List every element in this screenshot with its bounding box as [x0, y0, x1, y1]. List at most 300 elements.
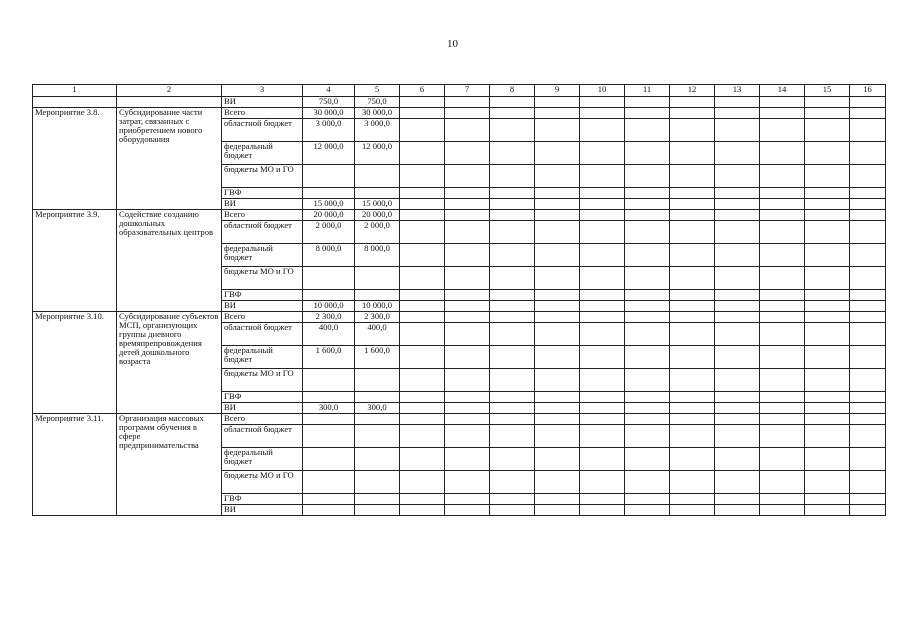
empty-cell-col-15: [805, 142, 850, 165]
empty-cell-col-12: [670, 165, 715, 188]
empty-cell-col-9: [535, 97, 580, 108]
empty-cell-col-6: [400, 505, 445, 516]
empty-cell-col-8: [490, 290, 535, 301]
funding-source-cell: областной бюджет: [222, 119, 303, 142]
column-number-8: 8: [490, 85, 535, 97]
empty-cell-col-14: [760, 199, 805, 210]
value-col-5: 1 600,0: [355, 346, 400, 369]
empty-cell-col-13: [715, 142, 760, 165]
empty-cell-col-8: [490, 369, 535, 392]
empty-cell-col-10: [580, 165, 625, 188]
empty-cell-col-8: [490, 119, 535, 142]
value-col-5: [355, 290, 400, 301]
table-row: [33, 97, 886, 108]
empty-cell-col-13: [715, 244, 760, 267]
empty-cell-col-6: [400, 425, 445, 448]
empty-cell-col-10: [580, 505, 625, 516]
funding-source-cell: бюджеты МО и ГО: [222, 471, 303, 494]
empty-cell-col-10: [580, 188, 625, 199]
value-col-4: [303, 188, 355, 199]
empty-cell-col-12: [670, 403, 715, 414]
value-col-4: [303, 392, 355, 403]
empty-cell-col-13: [715, 165, 760, 188]
measure-name-cell: [33, 97, 117, 108]
empty-cell-col-14: [760, 323, 805, 346]
value-col-4: 400,0: [303, 323, 355, 346]
empty-cell-col-9: [535, 188, 580, 199]
empty-cell-col-15: [805, 494, 850, 505]
empty-cell-col-6: [400, 494, 445, 505]
value-col-5: [355, 414, 400, 425]
empty-cell-col-16: [850, 323, 886, 346]
empty-cell-col-16: [850, 369, 886, 392]
empty-cell-col-11: [625, 290, 670, 301]
empty-cell-col-16: [850, 188, 886, 199]
empty-cell-col-11: [625, 119, 670, 142]
empty-cell-col-14: [760, 505, 805, 516]
table-row: [33, 414, 886, 425]
value-col-5: 10 000,0: [355, 301, 400, 312]
column-number-16: 16: [850, 85, 886, 97]
empty-cell-col-15: [805, 199, 850, 210]
value-col-5: [355, 448, 400, 471]
empty-cell-col-12: [670, 414, 715, 425]
table-row: [33, 210, 886, 221]
value-col-5: 8 000,0: [355, 244, 400, 267]
empty-cell-col-7: [445, 244, 490, 267]
empty-cell-col-6: [400, 414, 445, 425]
empty-cell-col-10: [580, 267, 625, 290]
empty-cell-col-13: [715, 392, 760, 403]
empty-cell-col-13: [715, 369, 760, 392]
empty-cell-col-9: [535, 244, 580, 267]
empty-cell-col-6: [400, 448, 445, 471]
empty-cell-col-12: [670, 312, 715, 323]
empty-cell-col-14: [760, 210, 805, 221]
empty-cell-col-15: [805, 244, 850, 267]
empty-cell-col-7: [445, 505, 490, 516]
empty-cell-col-11: [625, 267, 670, 290]
empty-cell-col-16: [850, 494, 886, 505]
value-col-4: 1 600,0: [303, 346, 355, 369]
empty-cell-col-14: [760, 494, 805, 505]
empty-cell-col-6: [400, 221, 445, 244]
empty-cell-col-10: [580, 312, 625, 323]
empty-cell-col-9: [535, 414, 580, 425]
empty-cell-col-8: [490, 108, 535, 119]
empty-cell-col-7: [445, 323, 490, 346]
empty-cell-col-12: [670, 425, 715, 448]
empty-cell-col-13: [715, 188, 760, 199]
value-col-4: 750,0: [303, 97, 355, 108]
table-row: [33, 108, 886, 119]
empty-cell-col-7: [445, 290, 490, 301]
empty-cell-col-7: [445, 448, 490, 471]
empty-cell-col-9: [535, 142, 580, 165]
empty-cell-col-7: [445, 471, 490, 494]
empty-cell-col-16: [850, 301, 886, 312]
empty-cell-col-10: [580, 471, 625, 494]
column-number-10: 10: [580, 85, 625, 97]
empty-cell-col-16: [850, 392, 886, 403]
value-col-5: [355, 267, 400, 290]
empty-cell-col-6: [400, 301, 445, 312]
empty-cell-col-9: [535, 505, 580, 516]
value-col-4: 3 000,0: [303, 119, 355, 142]
empty-cell-col-15: [805, 392, 850, 403]
funding-source-cell: ВИ: [222, 505, 303, 516]
measure-description-cell: Субсидирование части затрат, связанных с приобретением нового оборудования: [117, 108, 222, 210]
empty-cell-col-13: [715, 97, 760, 108]
empty-cell-col-16: [850, 97, 886, 108]
empty-cell-col-8: [490, 505, 535, 516]
empty-cell-col-8: [490, 494, 535, 505]
empty-cell-col-12: [670, 392, 715, 403]
value-col-4: 2 300,0: [303, 312, 355, 323]
empty-cell-col-9: [535, 108, 580, 119]
empty-cell-col-6: [400, 210, 445, 221]
value-col-4: 2 000,0: [303, 221, 355, 244]
empty-cell-col-14: [760, 369, 805, 392]
funding-source-cell: областной бюджет: [222, 323, 303, 346]
empty-cell-col-10: [580, 221, 625, 244]
empty-cell-col-16: [850, 346, 886, 369]
empty-cell-col-8: [490, 97, 535, 108]
funding-source-cell: ГВФ: [222, 188, 303, 199]
empty-cell-col-11: [625, 199, 670, 210]
empty-cell-col-10: [580, 494, 625, 505]
empty-cell-col-16: [850, 221, 886, 244]
empty-cell-col-15: [805, 97, 850, 108]
funding-source-cell: федеральный бюджет: [222, 142, 303, 165]
empty-cell-col-10: [580, 199, 625, 210]
empty-cell-col-7: [445, 346, 490, 369]
empty-cell-col-14: [760, 244, 805, 267]
funding-source-cell: ГВФ: [222, 494, 303, 505]
empty-cell-col-11: [625, 244, 670, 267]
empty-cell-col-15: [805, 221, 850, 244]
empty-cell-col-6: [400, 199, 445, 210]
empty-cell-col-13: [715, 301, 760, 312]
empty-cell-col-10: [580, 448, 625, 471]
empty-cell-col-14: [760, 267, 805, 290]
empty-cell-col-6: [400, 403, 445, 414]
empty-cell-col-16: [850, 210, 886, 221]
empty-cell-col-15: [805, 312, 850, 323]
empty-cell-col-10: [580, 142, 625, 165]
empty-cell-col-15: [805, 414, 850, 425]
empty-cell-col-11: [625, 403, 670, 414]
empty-cell-col-8: [490, 199, 535, 210]
empty-cell-col-9: [535, 471, 580, 494]
empty-cell-col-9: [535, 221, 580, 244]
empty-cell-col-9: [535, 312, 580, 323]
empty-cell-col-8: [490, 414, 535, 425]
funding-source-cell: федеральный бюджет: [222, 244, 303, 267]
empty-cell-col-12: [670, 290, 715, 301]
empty-cell-col-15: [805, 323, 850, 346]
value-col-4: [303, 471, 355, 494]
measure-name-cell: Мероприятие 3.9.: [33, 210, 117, 312]
empty-cell-col-14: [760, 188, 805, 199]
empty-cell-col-14: [760, 108, 805, 119]
value-col-5: [355, 165, 400, 188]
empty-cell-col-6: [400, 290, 445, 301]
value-col-4: 300,0: [303, 403, 355, 414]
empty-cell-col-9: [535, 448, 580, 471]
empty-cell-col-8: [490, 267, 535, 290]
budget-table: [32, 84, 886, 516]
empty-cell-col-16: [850, 448, 886, 471]
empty-cell-col-11: [625, 97, 670, 108]
empty-cell-col-7: [445, 403, 490, 414]
empty-cell-col-8: [490, 210, 535, 221]
empty-cell-col-12: [670, 188, 715, 199]
empty-cell-col-9: [535, 210, 580, 221]
value-col-4: 30 000,0: [303, 108, 355, 119]
empty-cell-col-6: [400, 142, 445, 165]
empty-cell-col-6: [400, 323, 445, 346]
measure-description-cell: Содействие созданию дошкольных образовательных центров: [117, 210, 222, 312]
empty-cell-col-9: [535, 301, 580, 312]
empty-cell-col-7: [445, 301, 490, 312]
empty-cell-col-8: [490, 403, 535, 414]
empty-cell-col-15: [805, 267, 850, 290]
empty-cell-col-13: [715, 414, 760, 425]
empty-cell-col-12: [670, 369, 715, 392]
value-col-4: [303, 290, 355, 301]
empty-cell-col-15: [805, 108, 850, 119]
funding-source-cell: Всего: [222, 414, 303, 425]
column-number-12: 12: [670, 85, 715, 97]
empty-cell-col-6: [400, 244, 445, 267]
funding-source-cell: бюджеты МО и ГО: [222, 369, 303, 392]
empty-cell-col-14: [760, 312, 805, 323]
empty-cell-col-11: [625, 369, 670, 392]
value-col-5: [355, 369, 400, 392]
empty-cell-col-16: [850, 471, 886, 494]
empty-cell-col-11: [625, 471, 670, 494]
empty-cell-col-13: [715, 199, 760, 210]
table-body: [33, 97, 886, 516]
empty-cell-col-6: [400, 471, 445, 494]
empty-cell-col-13: [715, 108, 760, 119]
empty-cell-col-13: [715, 505, 760, 516]
funding-source-cell: федеральный бюджет: [222, 448, 303, 471]
value-col-4: 15 000,0: [303, 199, 355, 210]
funding-source-cell: ГВФ: [222, 392, 303, 403]
measure-description-cell: [117, 97, 222, 108]
empty-cell-col-7: [445, 97, 490, 108]
funding-source-cell: федеральный бюджет: [222, 346, 303, 369]
empty-cell-col-11: [625, 425, 670, 448]
value-col-5: 30 000,0: [355, 108, 400, 119]
value-col-4: [303, 369, 355, 392]
value-col-5: [355, 505, 400, 516]
empty-cell-col-15: [805, 425, 850, 448]
empty-cell-col-12: [670, 142, 715, 165]
column-number-5: 5: [355, 85, 400, 97]
measure-name-cell: Мероприятие 3.8.: [33, 108, 117, 210]
empty-cell-col-10: [580, 414, 625, 425]
empty-cell-col-12: [670, 221, 715, 244]
empty-cell-col-11: [625, 346, 670, 369]
empty-cell-col-12: [670, 97, 715, 108]
empty-cell-col-12: [670, 244, 715, 267]
column-number-9: 9: [535, 85, 580, 97]
empty-cell-col-12: [670, 471, 715, 494]
empty-cell-col-16: [850, 290, 886, 301]
empty-cell-col-15: [805, 188, 850, 199]
empty-cell-col-14: [760, 97, 805, 108]
empty-cell-col-6: [400, 369, 445, 392]
page-number: 10: [447, 38, 458, 50]
empty-cell-col-10: [580, 392, 625, 403]
empty-cell-col-16: [850, 425, 886, 448]
column-number-14: 14: [760, 85, 805, 97]
empty-cell-col-7: [445, 221, 490, 244]
empty-cell-col-11: [625, 494, 670, 505]
empty-cell-col-9: [535, 392, 580, 403]
empty-cell-col-6: [400, 119, 445, 142]
empty-cell-col-16: [850, 505, 886, 516]
empty-cell-col-14: [760, 165, 805, 188]
value-col-4: [303, 425, 355, 448]
empty-cell-col-10: [580, 323, 625, 346]
empty-cell-col-13: [715, 290, 760, 301]
empty-cell-col-10: [580, 425, 625, 448]
empty-cell-col-12: [670, 505, 715, 516]
value-col-4: [303, 505, 355, 516]
empty-cell-col-12: [670, 267, 715, 290]
funding-source-cell: Всего: [222, 312, 303, 323]
empty-cell-col-15: [805, 471, 850, 494]
column-number-3: 3: [222, 85, 303, 97]
column-number-2: 2: [117, 85, 222, 97]
empty-cell-col-15: [805, 369, 850, 392]
value-col-4: [303, 494, 355, 505]
empty-cell-col-15: [805, 119, 850, 142]
empty-cell-col-15: [805, 165, 850, 188]
funding-source-cell: ВИ: [222, 403, 303, 414]
empty-cell-col-11: [625, 165, 670, 188]
empty-cell-col-10: [580, 369, 625, 392]
empty-cell-col-9: [535, 199, 580, 210]
column-number-1: 1: [33, 85, 117, 97]
value-col-5: [355, 188, 400, 199]
empty-cell-col-13: [715, 267, 760, 290]
empty-cell-col-7: [445, 108, 490, 119]
empty-cell-col-6: [400, 392, 445, 403]
column-number-6: 6: [400, 85, 445, 97]
empty-cell-col-8: [490, 448, 535, 471]
empty-cell-col-9: [535, 369, 580, 392]
empty-cell-col-6: [400, 165, 445, 188]
column-number-15: 15: [805, 85, 850, 97]
value-col-5: [355, 494, 400, 505]
empty-cell-col-7: [445, 369, 490, 392]
column-number-7: 7: [445, 85, 490, 97]
empty-cell-col-11: [625, 301, 670, 312]
value-col-4: 8 000,0: [303, 244, 355, 267]
empty-cell-col-8: [490, 312, 535, 323]
funding-source-cell: Всего: [222, 210, 303, 221]
empty-cell-col-9: [535, 119, 580, 142]
empty-cell-col-9: [535, 425, 580, 448]
empty-cell-col-7: [445, 142, 490, 165]
empty-cell-col-7: [445, 210, 490, 221]
value-col-5: [355, 471, 400, 494]
empty-cell-col-13: [715, 323, 760, 346]
empty-cell-col-8: [490, 392, 535, 403]
empty-cell-col-14: [760, 301, 805, 312]
measure-name-cell: Мероприятие 3.11.: [33, 414, 117, 516]
value-col-5: 300,0: [355, 403, 400, 414]
empty-cell-col-13: [715, 312, 760, 323]
value-col-4: 12 000,0: [303, 142, 355, 165]
empty-cell-col-10: [580, 290, 625, 301]
value-col-4: 20 000,0: [303, 210, 355, 221]
funding-source-cell: бюджеты МО и ГО: [222, 267, 303, 290]
empty-cell-col-14: [760, 392, 805, 403]
empty-cell-col-8: [490, 346, 535, 369]
value-col-5: 20 000,0: [355, 210, 400, 221]
empty-cell-col-7: [445, 414, 490, 425]
column-number-row: [33, 85, 886, 97]
empty-cell-col-6: [400, 312, 445, 323]
empty-cell-col-13: [715, 221, 760, 244]
empty-cell-col-13: [715, 210, 760, 221]
empty-cell-col-10: [580, 244, 625, 267]
empty-cell-col-12: [670, 448, 715, 471]
empty-cell-col-10: [580, 301, 625, 312]
empty-cell-col-10: [580, 108, 625, 119]
value-col-4: [303, 448, 355, 471]
measure-name-cell: Мероприятие 3.10.: [33, 312, 117, 414]
value-col-5: [355, 392, 400, 403]
empty-cell-col-13: [715, 403, 760, 414]
empty-cell-col-11: [625, 108, 670, 119]
empty-cell-col-7: [445, 165, 490, 188]
empty-cell-col-16: [850, 312, 886, 323]
value-col-5: 400,0: [355, 323, 400, 346]
empty-cell-col-14: [760, 221, 805, 244]
empty-cell-col-16: [850, 414, 886, 425]
value-col-5: 12 000,0: [355, 142, 400, 165]
empty-cell-col-12: [670, 119, 715, 142]
empty-cell-col-8: [490, 471, 535, 494]
funding-source-cell: бюджеты МО и ГО: [222, 165, 303, 188]
empty-cell-col-12: [670, 210, 715, 221]
empty-cell-col-15: [805, 301, 850, 312]
empty-cell-col-10: [580, 210, 625, 221]
empty-cell-col-13: [715, 448, 760, 471]
empty-cell-col-11: [625, 312, 670, 323]
empty-cell-col-16: [850, 267, 886, 290]
empty-cell-col-7: [445, 119, 490, 142]
empty-cell-col-12: [670, 494, 715, 505]
empty-cell-col-11: [625, 221, 670, 244]
empty-cell-col-15: [805, 403, 850, 414]
value-col-5: [355, 425, 400, 448]
value-col-5: 750,0: [355, 97, 400, 108]
funding-source-cell: ВИ: [222, 301, 303, 312]
empty-cell-col-14: [760, 290, 805, 301]
empty-cell-col-13: [715, 494, 760, 505]
empty-cell-col-6: [400, 346, 445, 369]
empty-cell-col-9: [535, 494, 580, 505]
empty-cell-col-12: [670, 346, 715, 369]
